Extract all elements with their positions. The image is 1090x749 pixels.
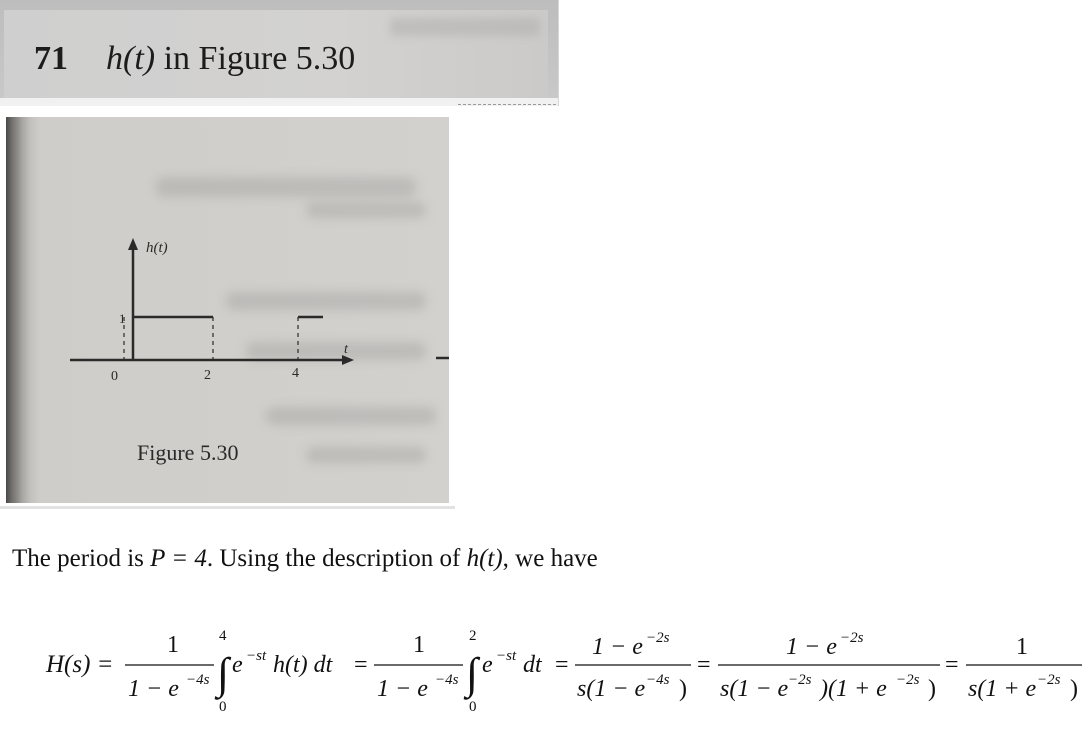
int2-sign: ∫ — [466, 649, 479, 698]
frac4-denominator-close: ) — [928, 676, 936, 702]
figure-bottom-line — [0, 506, 455, 509]
frac3-denominator-exp: −4s — [646, 672, 670, 688]
figure-plot — [6, 117, 449, 503]
period-expression: P = 4 — [150, 545, 207, 572]
int1-upper: 4 — [219, 628, 227, 644]
frac5-numerator: 1 — [1016, 634, 1028, 660]
frac4-denominator-a: s(1 − e — [720, 676, 789, 702]
header-blurred-text — [390, 18, 540, 36]
int2-upper: 2 — [469, 628, 477, 644]
int1-lower: 0 — [219, 699, 227, 715]
frac4-denominator-b: )(1 + e — [820, 676, 887, 702]
header-photo — [0, 0, 559, 106]
solution-text — [12, 545, 598, 573]
y-tick-1: 1 — [119, 311, 126, 326]
frac2-numerator: 1 — [413, 632, 425, 658]
frac3-denominator-close: ) — [679, 676, 687, 702]
int1-sign: ∫ — [217, 649, 230, 698]
frac3-numerator: 1 − e — [592, 634, 643, 660]
equation-svg — [0, 612, 1090, 722]
frac4-numerator: 1 − e — [786, 634, 837, 660]
solution-text-3: , we have — [502, 545, 598, 572]
solution-text-2: . Using the description of — [206, 545, 461, 572]
x-axis-label: t — [344, 342, 348, 357]
frac2-denominator-exp: −4s — [435, 672, 459, 688]
figure-caption: Figure 5.30 — [137, 440, 239, 465]
int1-exp: −st — [246, 648, 267, 664]
x-tick-2: 2 — [204, 368, 211, 383]
frac5-denominator-exp: −2s — [1037, 672, 1061, 688]
frac1-denominator-exp: −4s — [186, 672, 210, 688]
frac1-numerator: 1 — [167, 632, 179, 658]
frac4-numerator-exp: −2s — [840, 630, 864, 646]
problem-title — [106, 42, 355, 76]
frac1-denominator: 1 − e — [128, 676, 179, 702]
y-axis-arrow — [128, 238, 138, 250]
x-tick-0: 0 — [111, 369, 118, 384]
problem-title-rest: in Figure 5.30 — [163, 40, 356, 77]
int2-rest: dt — [523, 652, 542, 678]
frac5-denominator-close: ) — [1070, 676, 1078, 702]
frac3-numerator-exp: −2s — [646, 630, 670, 646]
solution-func: h(t) — [466, 545, 503, 572]
int2-lower: 0 — [469, 699, 477, 715]
problem-title-func: h(t) — [106, 40, 156, 77]
frac4-denominator-exp-b: −2s — [896, 672, 920, 688]
frac3-denominator: s(1 − e — [577, 676, 646, 702]
frac5-denominator: s(1 + e — [968, 676, 1037, 702]
eq-sign-3: = — [697, 652, 711, 678]
solution-text-1: The period is — [12, 545, 144, 572]
eq-sign-1: = — [354, 652, 368, 678]
int2-exp: −st — [496, 648, 517, 664]
int2-body: e — [482, 652, 493, 678]
frac2-denominator: 1 − e — [377, 676, 428, 702]
frac4-denominator-exp-a: −2s — [788, 672, 812, 688]
x-tick-4: 4 — [292, 366, 299, 381]
int1-rest: h(t) dt — [273, 652, 333, 678]
laplace-equation — [0, 612, 1090, 722]
figure-photo — [6, 117, 449, 503]
y-axis-label: h(t) — [146, 240, 168, 256]
eq-sign-2: = — [555, 652, 569, 678]
eq-lhs: H(s) = — [46, 651, 114, 678]
int1-body: e — [232, 652, 243, 678]
problem-number: 71 — [34, 40, 68, 77]
eq-sign-4: = — [945, 652, 959, 678]
header-dashed-line — [458, 104, 556, 105]
